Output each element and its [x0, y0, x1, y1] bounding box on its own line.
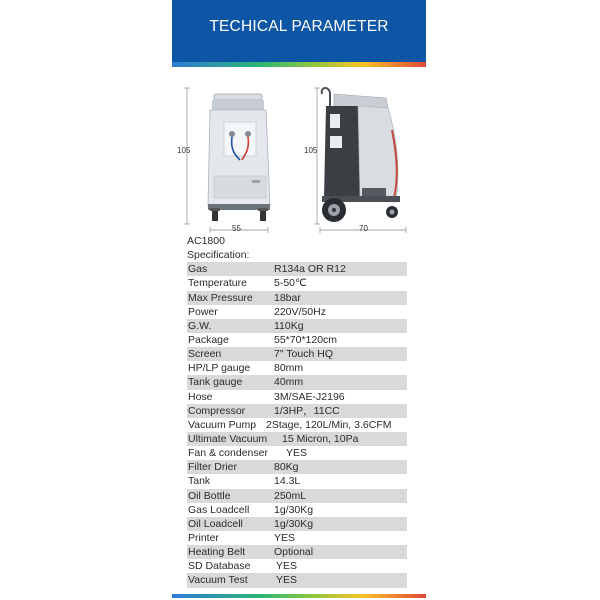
front-view-figure: [172, 80, 287, 240]
spec-value: 18bar: [274, 291, 301, 304]
spec-key: Package: [188, 333, 229, 346]
spec-value: YES: [286, 447, 308, 460]
spec-value: 1g/30Kg: [274, 517, 314, 530]
spec-value: 14.3L: [274, 475, 301, 488]
spec-key: Screen: [188, 348, 222, 361]
spec-value: 5-50℃: [274, 277, 307, 290]
spec-row: [187, 276, 407, 290]
spec-row: [187, 347, 407, 361]
spec-key: Compressor: [188, 404, 246, 417]
spec-row: [187, 489, 407, 503]
front-width-label: 55: [232, 224, 241, 233]
spec-value: 3M/SAE-J2196: [274, 390, 345, 403]
spec-value: 2Stage, 120L/Min, 3.6CFM: [266, 418, 392, 431]
spec-key: Heating Belt: [188, 546, 246, 559]
spec-row: [187, 361, 407, 375]
spec-value: 55*70*120cm: [274, 333, 338, 346]
spec-key: Tank gauge: [188, 376, 243, 389]
spec-key: Filter Drier: [188, 461, 237, 474]
spec-key: G.W.: [188, 319, 212, 332]
spec-key: Vacuum Test: [188, 574, 248, 587]
spec-row: [187, 531, 407, 545]
model-name: AC1800: [187, 235, 225, 247]
spec-sheet: [172, 0, 426, 600]
spec-key: Tank: [188, 475, 211, 488]
spec-value: YES: [274, 531, 296, 544]
spec-value: 250mL: [274, 489, 307, 502]
spec-row: [187, 404, 407, 418]
spec-value: 80mm: [274, 362, 304, 375]
spec-row: [187, 460, 407, 474]
spec-row: [187, 573, 407, 587]
spec-key: Ultimate Vacuum: [188, 432, 268, 445]
spec-key: Power: [188, 305, 218, 318]
spec-key: Gas Loadcell: [188, 503, 250, 516]
color-stripe: [172, 62, 426, 67]
front-height-label: 105: [177, 146, 191, 155]
side-depth-label: 70: [359, 224, 368, 233]
spec-row: [187, 545, 407, 559]
spec-row: [187, 418, 407, 432]
spec-row: [187, 333, 407, 347]
spec-row: [187, 291, 407, 305]
spec-row: [187, 432, 407, 446]
spec-key: Oil Bottle: [188, 489, 231, 502]
spec-value: 15 Micron, 10Pa: [282, 432, 359, 445]
spec-value: 40mm: [274, 376, 304, 389]
spec-key: Vacuum Pump: [188, 418, 257, 431]
spec-row: [187, 375, 407, 389]
spec-key: Max Pressure: [188, 291, 253, 304]
spec-key: Temperature: [188, 277, 247, 290]
spec-row: [187, 446, 407, 460]
spec-key: SD Database: [188, 560, 251, 573]
spec-key: Printer: [188, 531, 219, 544]
side-view-figure: [300, 80, 426, 240]
spec-key: Fan & condenser: [188, 447, 268, 460]
spec-value: R134a OR R12: [274, 263, 346, 276]
spec-row: [187, 517, 407, 531]
spec-value: Optional: [274, 546, 314, 559]
spec-key: Hose: [188, 390, 213, 403]
spec-value: 1g/30Kg: [274, 503, 314, 516]
spec-value: 220V/50Hz: [274, 305, 326, 318]
spec-value: 1/3HP，11CC: [274, 404, 340, 417]
spec-table: [187, 234, 407, 588]
spec-value: 80Kg: [274, 461, 299, 474]
spec-key: HP/LP gauge: [188, 362, 251, 375]
header-banner: [172, 0, 426, 62]
spec-key: Gas: [188, 263, 208, 276]
spec-row: [187, 474, 407, 488]
spec-heading: Specification:: [187, 249, 250, 262]
spec-value: 7" Touch HQ: [274, 348, 333, 361]
page-title: TECHICAL PARAMETER: [209, 18, 389, 35]
spec-row: [187, 390, 407, 404]
bottom-color-stripe: [172, 594, 426, 598]
spec-row: [187, 503, 407, 517]
spec-row: [187, 319, 407, 333]
side-height-label: 105: [304, 146, 318, 155]
spec-key: Oil Loadcell: [188, 517, 243, 530]
spec-row: [187, 262, 407, 276]
spec-value: 110Kg: [274, 319, 304, 332]
spec-value: YES: [276, 560, 298, 573]
spec-row: [187, 305, 407, 319]
spec-value: YES: [276, 574, 298, 587]
spec-row: [187, 559, 407, 573]
